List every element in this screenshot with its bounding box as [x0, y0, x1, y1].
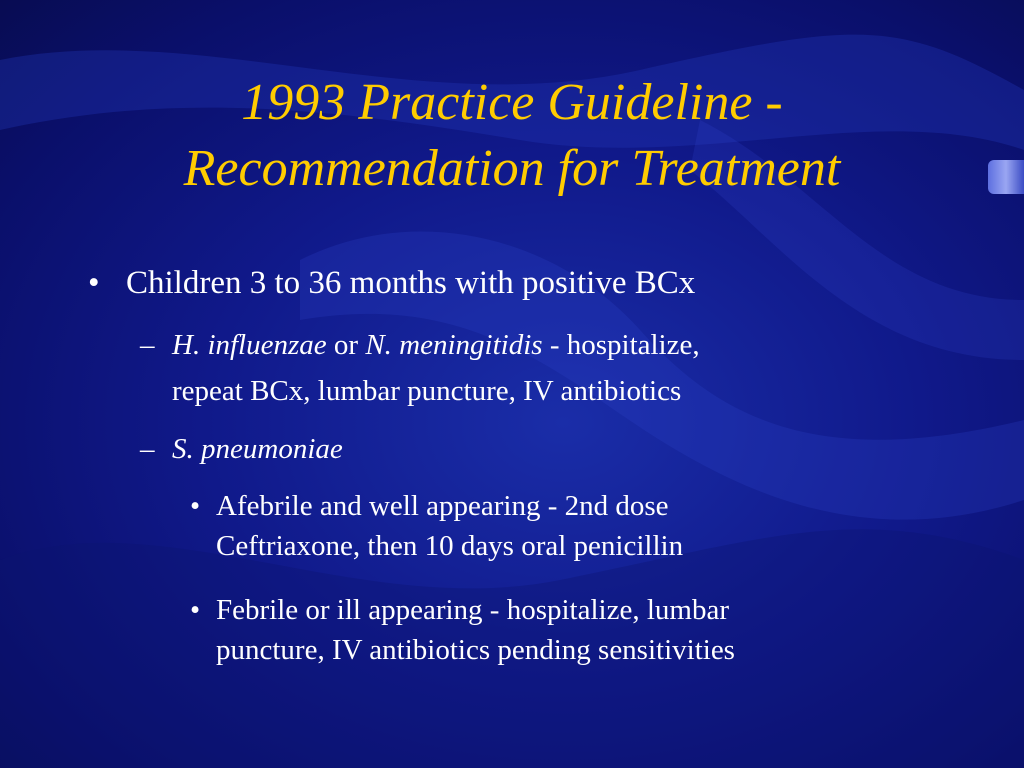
- dash-marker: –: [140, 329, 155, 361]
- sub-bullet-line-1: [172, 328, 700, 362]
- organism-s-pneumoniae: S. pneumoniae: [172, 433, 343, 465]
- dash-marker: –: [140, 433, 155, 465]
- conjunction-or: or: [326, 329, 366, 361]
- afebrile-line-1: Afebrile and well appearing - 2nd dose: [216, 490, 669, 522]
- organism-h-influenzae: H. influenzae: [172, 329, 327, 361]
- bullet-marker: •: [190, 490, 201, 522]
- febrile-line-2: puncture, IV antibiotics pending sensitivities: [216, 634, 735, 666]
- title-line-1: 1993 Practice Guideline -: [241, 74, 783, 131]
- sub-bullet-line-1-rest: - hospitalize,: [542, 329, 700, 361]
- title-line-2: Recommendation for Treatment: [183, 140, 841, 197]
- bullet-marker: •: [190, 594, 201, 626]
- afebrile-line-2: Ceftriaxone, then 10 days oral penicillin: [216, 530, 684, 562]
- organism-n-meningitidis: N. meningitidis: [365, 329, 543, 361]
- bullet-marker: •: [88, 265, 100, 301]
- sub-bullet-line-2: repeat BCx, lumbar puncture, IV antibiotics: [172, 375, 682, 407]
- febrile-line-1: Febrile or ill appearing - hospitalize, lumbar: [216, 594, 729, 626]
- bullet-text: Children 3 to 36 months with positive BCx: [126, 265, 696, 301]
